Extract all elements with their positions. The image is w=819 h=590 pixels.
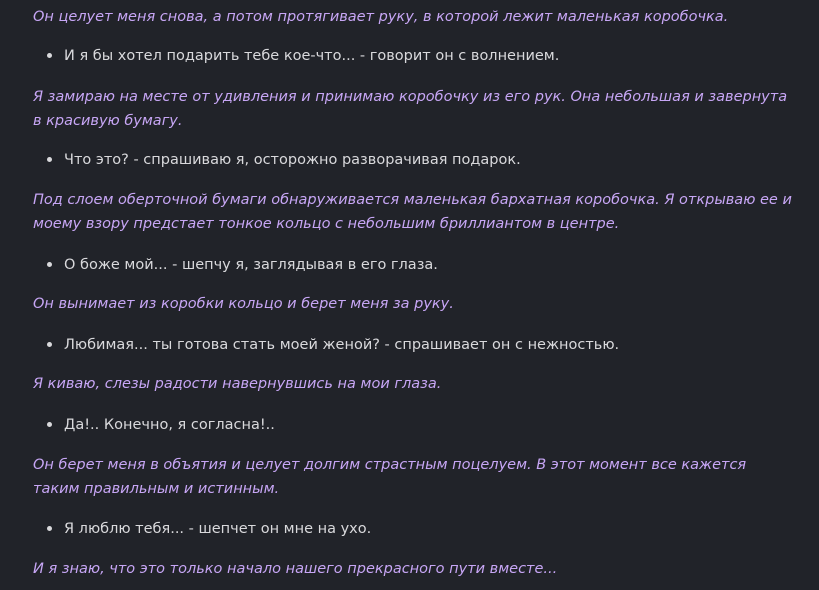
bullet-dot-icon [47, 262, 52, 267]
narration-paragraph: Он целует меня снова, а потом протягивает руку, в которой лежит маленькая коробочка. [33, 9, 729, 25]
bullet-dot-icon [47, 422, 52, 427]
dialogue-list-item [47, 253, 787, 277]
dialogue-text: Да!.. Конечно, я согласна!.. [64, 417, 275, 433]
dialogue-list-item [47, 413, 787, 437]
bullet-dot-icon [47, 342, 52, 347]
narration-paragraph: Я киваю, слезы радости навернувшись на мои глаза. [33, 376, 442, 392]
dialogue-list-item [47, 517, 787, 541]
dialogue-text: И я бы хотел подарить тебе кое-что... - говорит он с волнением. [64, 48, 560, 64]
narration-paragraph: И я знаю, что это только начало нашего прекрасного пути вместе... [33, 561, 558, 577]
bullet-dot-icon [47, 157, 52, 162]
dialogue-text: О боже мой... - шепчу я, заглядывая в его глаза. [64, 257, 438, 273]
narration-paragraph: Под слоем оберточной бумаги обнаруживается маленькая бархатная коробочка. Я открываю ее и моему взору предстает тонкое кольцо с небольшим бриллиантом в центре. [33, 192, 792, 232]
narration-paragraph: Он берет меня в объятия и целует долгим страстным поцелуем. В этот момент все кажется таким правильным и истинным. [33, 457, 747, 497]
bullet-dot-icon [47, 526, 52, 531]
narration-paragraph: Он вынимает из коробки кольцо и берет меня за руку. [33, 296, 454, 312]
dialogue-list-item [47, 148, 787, 172]
narration-paragraph: Я замираю на месте от удивления и принимаю коробочку из его рук. Она небольшая и завернута в красивую бумагу. [33, 89, 788, 129]
dialogue-list-item [47, 333, 787, 357]
dialogue-text: Любимая... ты готова стать моей женой? - спрашивает он с нежностью. [64, 337, 620, 353]
bullet-dot-icon [47, 53, 52, 58]
dialogue-list-item [47, 44, 787, 68]
dialogue-text: Я люблю тебя... - шепчет он мне на ухо. [64, 521, 372, 537]
dialogue-text: Что это? - спрашиваю я, осторожно разворачивая подарок. [64, 152, 521, 168]
